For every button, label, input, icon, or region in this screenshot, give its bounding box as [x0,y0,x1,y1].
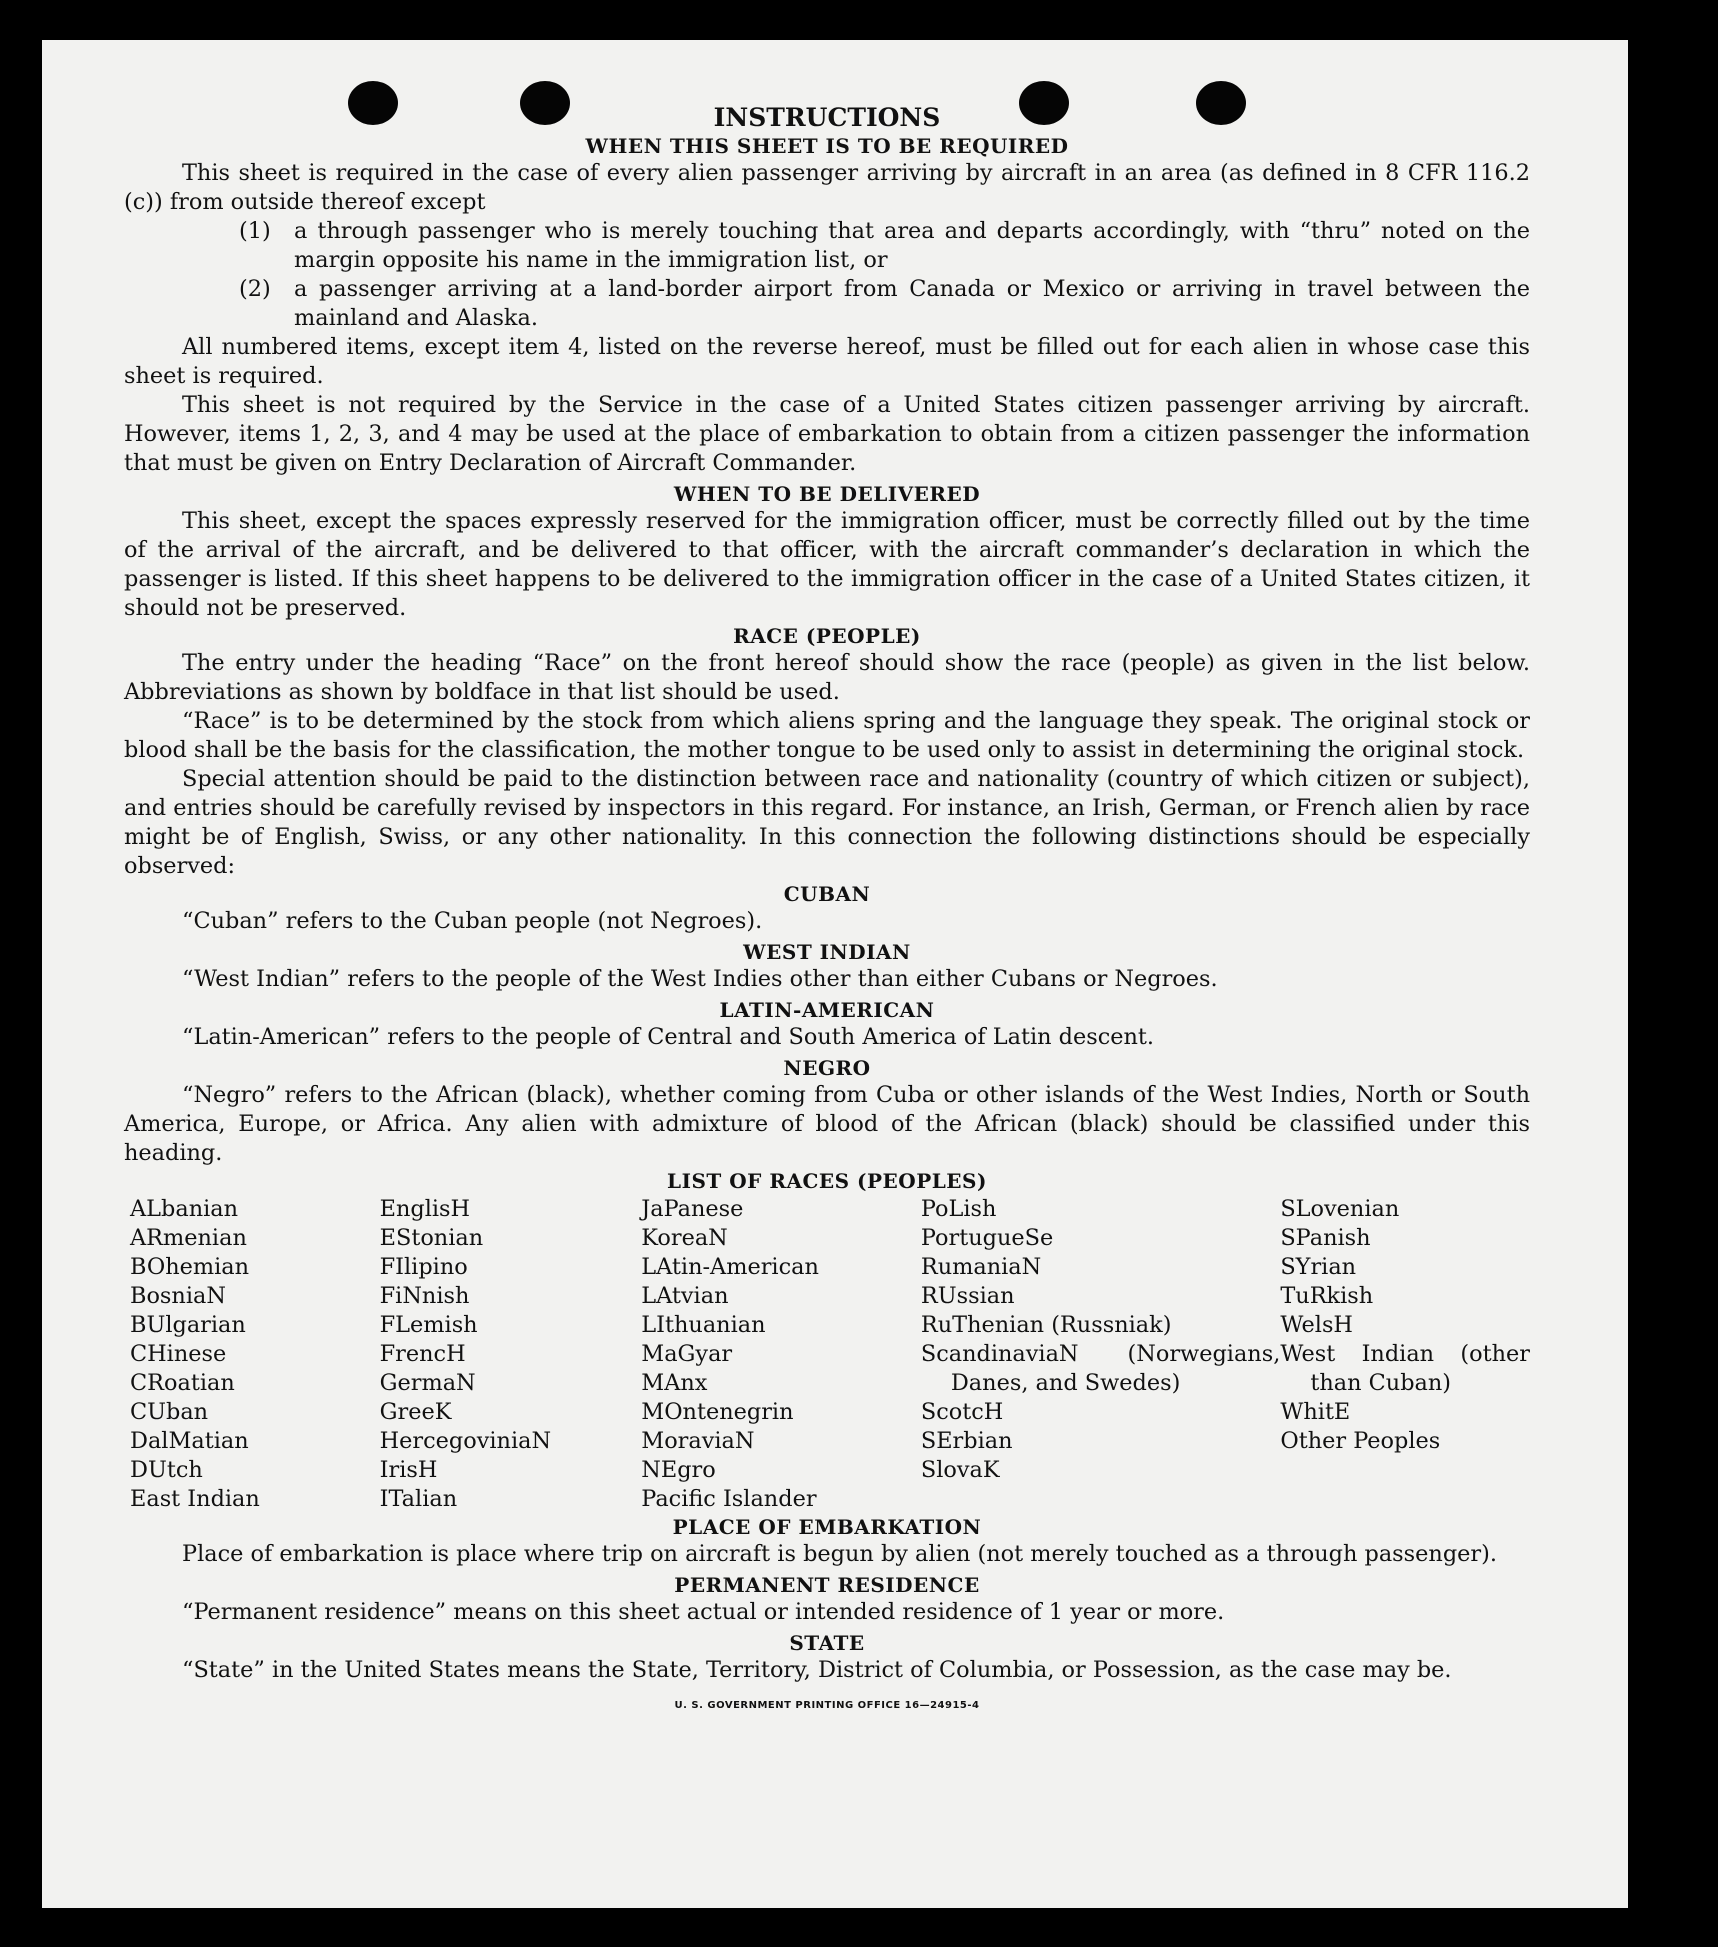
list-item [124,217,1530,275]
races-column-1 [130,1195,380,1514]
race-item: FiNnish [379,1283,470,1309]
section-heading-list-of-races: LIST OF RACES (PEOPLES) [667,1169,987,1193]
paragraph: This sheet is required in the case of every alien passenger arriving by aircraft in an area (as defined in 8 CFR 116.2 (c)) from outside thereof except [124,160,1530,215]
race-item: East Indian [130,1486,260,1512]
race-item: DUtch [130,1457,203,1483]
race-item: BosniaN [130,1283,226,1309]
race-item: EnglisH [379,1196,471,1222]
race-item: WelsH [1280,1312,1353,1338]
race-item: MoraviaN [641,1428,755,1454]
race-item: MAnx [641,1370,708,1396]
race-item: LAtin-American [641,1254,819,1280]
race-item: IrisH [379,1457,438,1483]
item-number: (2) [239,276,271,302]
race-item: PortugueSe [920,1225,1054,1251]
race-item: LIthuanian [641,1312,766,1338]
race-item: SErbian [920,1428,1013,1454]
race-item: RUssian [920,1283,1015,1309]
section-heading-race: RACE (PEOPLE) [733,624,921,648]
paragraph: The entry under the heading “Race” on the front hereof should show the race (people) as given in the list below. Abbreviations as shown by boldface in that list should be used. [124,650,1530,705]
race-item: KoreaN [641,1225,728,1251]
race-item: SPanish [1280,1225,1371,1251]
race-item: BUlgarian [130,1312,246,1338]
race-item: FIlipino [379,1254,468,1280]
paragraph: “Latin-American” refers to the people of Central and South America of Latin descent. [182,1024,1155,1050]
race-item: DalMatian [130,1428,249,1454]
item-text: a through passenger who is merely touching that area and departs accordingly, with “thru” noted on the margin opposite his name in the immigration list, or [294,218,1530,273]
paragraph: “Race” is to be determined by the stock from which aliens spring and the language they speak. The original stock or blood shall be the basis for the classification, the mother tongue to be used only to assist in determining the original stock. [124,708,1530,763]
race-item: HercegoviniaN [379,1428,552,1454]
paragraph: This sheet is not required by the Service in the case of a United States citizen passenger arriving by aircraft. However, items 1, 2, 3, and 4 may be used at the place of embarkation to obtain from a citizen passenger the information that must be given on Entry Declaration of Aircraft Commander. [124,392,1530,476]
paragraph: “Cuban” refers to the Cuban people (not Negroes). [182,908,763,934]
paragraph: This sheet, except the spaces expressly reserved for the immigration officer, must be correctly filled out by the time of the arrival of the aircraft, and be delivered to that officer, with the aircraft commander’s declaration in which the passenger is listed. If this sheet happens to be delivered to the immigration officer in the case of a United States citizen, it should not be preserved. [124,508,1530,621]
races-column-4 [921,1195,1280,1514]
race-item: FrencH [379,1341,466,1367]
section-heading-west-indian: WEST INDIAN [743,940,911,964]
instructions-content [124,103,1530,1720]
paragraph: Special attention should be paid to the distinction between race and nationality (country of which citizen or subject), and entries should be carefully revised by inspectors in this regard. For instance, an Irish, German, or French alien by race might be of English, Swiss, or any other nationality. In this connection the following distinctions should be especially observed: [124,766,1530,879]
race-item: CUban [130,1399,209,1425]
item-number: (1) [239,218,271,244]
race-item: SlovaK [920,1457,1000,1483]
race-item: GermaN [379,1370,476,1396]
paragraph: “Permanent residence” means on this sheet actual or intended residence of 1 year or more. [182,1599,1225,1625]
list-item [124,275,1530,333]
race-item: SYrian [1280,1254,1357,1280]
races-column-2 [380,1195,642,1514]
race-item: MaGyar [641,1341,733,1367]
race-item: JaPanese [641,1196,744,1222]
section-heading-state: STATE [789,1631,865,1655]
race-item: MOntenegrin [641,1399,794,1425]
race-item: CRoatian [130,1370,235,1396]
race-item: LAtvian [641,1283,729,1309]
race-item: TuRkish [1280,1283,1374,1309]
races-list [130,1195,1530,1514]
race-item: West Indian (other than Cuban) [1280,1341,1530,1396]
races-column-3 [641,1195,921,1514]
race-item: ITalian [379,1486,458,1512]
race-item: PoLish [920,1196,997,1222]
race-item: ScandinaviaN (Norwegians, Danes, and Swedes) [920,1341,1281,1396]
races-column-5 [1280,1195,1530,1514]
race-item: GreeK [379,1399,452,1425]
race-item: ALbanian [130,1196,239,1222]
race-item: Pacific Islander [641,1486,817,1512]
race-item: RuThenian (Russniak) [920,1312,1172,1338]
section-heading-negro: NEGRO [783,1056,871,1080]
printing-office-footer: U. S. GOVERNMENT PRINTING OFFICE 16—24915-4 [674,1700,980,1711]
race-item: RumaniaN [920,1254,1042,1280]
section-heading-embarkation: PLACE OF EMBARKATION [672,1515,982,1539]
race-item: FLemish [379,1312,478,1338]
race-item: BOhemian [130,1254,250,1280]
paragraph: Place of embarkation is place where trip on aircraft is begun by alien (not merely touched as a through passenger). [182,1541,1497,1567]
section-heading-latin-american: LATIN-AMERICAN [719,998,935,1022]
page-title: INSTRUCTIONS [713,103,941,132]
race-item: Other Peoples [1280,1428,1441,1454]
paragraph: “West Indian” refers to the people of the West Indies other than either Cubans or Negroes. [182,966,1218,992]
paragraph: All numbered items, except item 4, listed on the reverse hereof, must be filled out for each alien in whose case this sheet is required. [124,334,1530,389]
race-item: NEgro [641,1457,716,1483]
race-item: SLovenian [1280,1196,1400,1222]
race-item: WhitE [1280,1399,1351,1425]
race-item: ScotcH [920,1399,1004,1425]
paragraph: “State” in the United States means the State, Territory, District of Columbia, or Possession, as the case may be. [182,1657,1452,1683]
section-heading-cuban: CUBAN [783,882,871,906]
race-item: CHinese [130,1341,227,1367]
section-heading-delivered: WHEN TO BE DELIVERED [673,482,981,506]
section-heading-required: WHEN THIS SHEET IS TO BE REQUIRED [585,134,1069,158]
section-heading-residence: PERMANENT RESIDENCE [674,1573,980,1597]
race-item: ARmenian [130,1225,247,1251]
paragraph: “Negro” refers to the African (black), whether coming from Cuba or other islands of the West Indies, North or South America, Europe, or Africa. Any alien with admixture of blood of the African (black) should be classified under this heading. [124,1082,1530,1166]
item-text: a passenger arriving at a land-border airport from Canada or Mexico or arriving in travel between the mainland and Alaska. [294,276,1530,331]
race-item: EStonian [379,1225,484,1251]
